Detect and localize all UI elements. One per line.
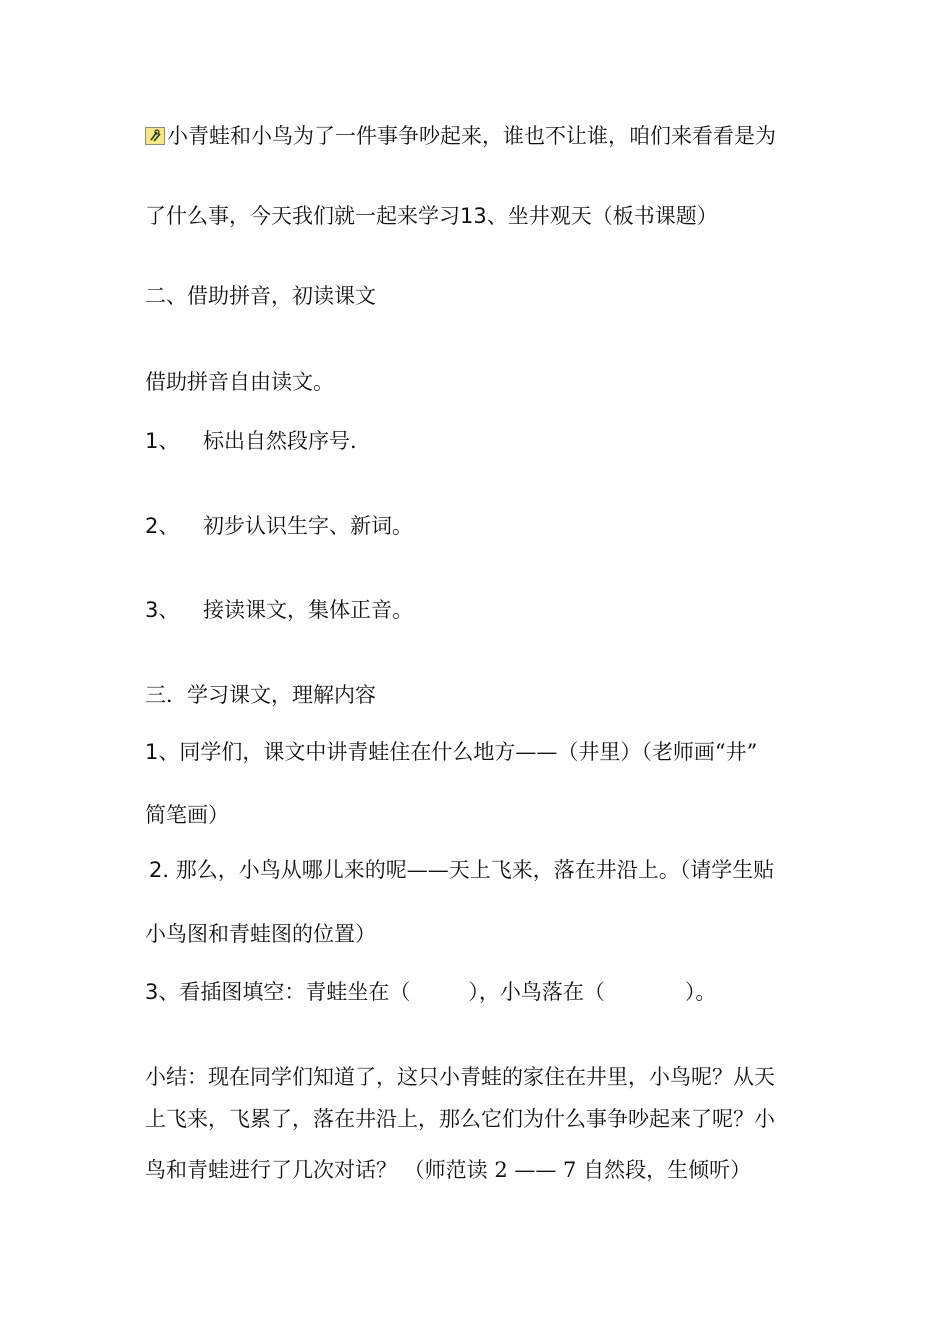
list-item: [145, 427, 357, 455]
section3-heading: 三．学习课文，理解内容: [145, 683, 376, 707]
question-text: . 那么，小鸟从哪儿来的呢——天上飞来，落在井沿上。（请学生贴: [162, 858, 775, 882]
question-3: [145, 978, 716, 1006]
list-item-number: 3、: [145, 598, 180, 622]
summary-line-1: 小结：现在同学们知道了，这只小青蛙的家住在井里，小鸟呢？从天: [145, 1065, 775, 1089]
question-text: 、同学们，课文中讲青蛙住在什么地方——（井里）（老师画“井”: [158, 740, 758, 764]
question-1-line-1: [145, 738, 757, 766]
fill-blank-bird: ），小鸟落在（: [468, 980, 605, 1004]
section2-lead: 借助拼音自由读文。: [145, 370, 334, 394]
lesson-number: 13: [460, 204, 487, 228]
intro-line-1: [145, 122, 776, 150]
question-2-line-2: 小鸟图和青蛙图的位置）: [145, 922, 376, 946]
list-item-text: 初步认识生字、新词。: [203, 514, 413, 538]
question-number: 3: [145, 980, 159, 1004]
intro-text-1: 小青蛙和小鸟为了一件事争吵起来，谁也不让谁，咱们来看看是为: [167, 124, 776, 148]
list-item-text: 标出自然段序号.: [203, 429, 357, 453]
question-number: 2: [149, 858, 163, 882]
summary-line-2: 上飞来，飞累了，落在井沿上，那么它们为什么事争吵起来了呢？小: [145, 1107, 775, 1131]
intro-text-2b: 、坐井观天（板书课题）: [486, 204, 718, 228]
fill-blank-end: ）。: [684, 980, 717, 1004]
intro-line-2: [145, 202, 718, 230]
list-item-text: 接读课文，集体正音。: [203, 598, 413, 622]
question-2-line-1: [145, 856, 774, 884]
document-link-icon: [145, 127, 165, 145]
question-number: 1: [145, 740, 159, 764]
section2-heading: 二、借助拼音，初读课文: [145, 284, 376, 308]
list-item: [145, 512, 413, 540]
intro-text-2a: 了什么事，今天我们就一起来学习: [145, 204, 460, 228]
list-item: [145, 596, 413, 624]
fill-blank-frog: 、看插图填空：青蛙坐在（: [158, 980, 411, 1004]
list-item-number: 1、: [145, 429, 180, 453]
question-1-line-2: 简笔画）: [145, 803, 229, 827]
list-item-number: 2、: [145, 514, 180, 538]
summary-line-3: 鸟和青蛙进行了几次对话？ （师范读 2 —— 7 自然段，生倾听）: [145, 1158, 752, 1182]
